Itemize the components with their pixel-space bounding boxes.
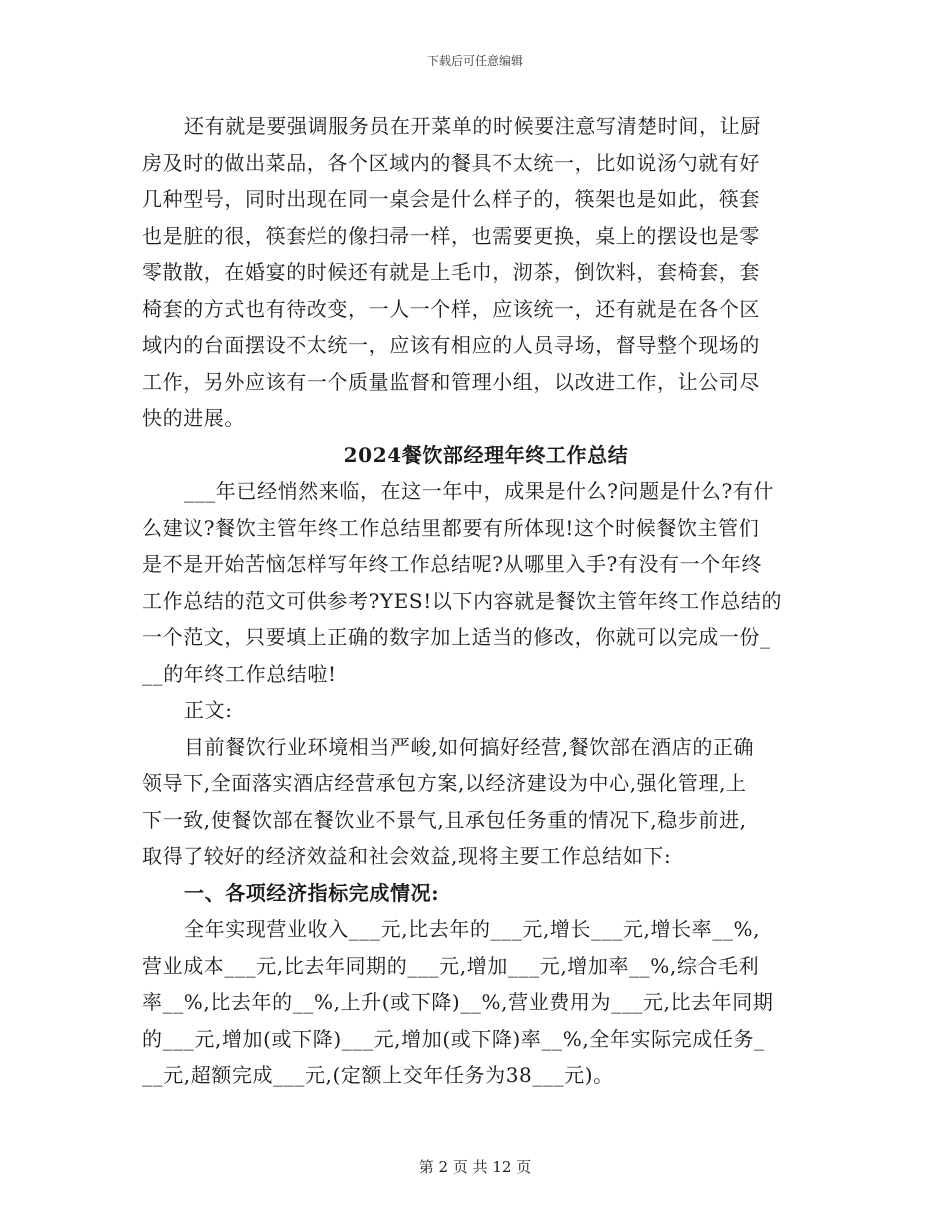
body-text-line: 工作总结的范文可供参考?YES!以下内容就是餐饮主管年终工作总结的 (142, 588, 783, 613)
body-text-line: 几种型号，同时出现在同一桌会是什么样子的，筷架也是如此，筷套 (142, 187, 760, 211)
body-text-line: 也是脏的很，筷套烂的像扫帚一样，也需要更换，桌上的摆设也是零 (142, 223, 760, 248)
body-text-line: 营业成本___元,比去年同期的___元,增加___元,增加率__%,综合毛利 (142, 953, 760, 978)
body-text-line: 下一致,使餐饮部在餐饮业不景气,且承包任务重的情况下,稳步前进, (142, 807, 747, 832)
body-text-line: __元,超额完成___元,(定额上交年任务为38___元)。 (142, 1063, 614, 1087)
body-text-line: 么建议?餐饮主管年终工作总结里都要有所体现!这个时候餐饮主管们 (142, 515, 760, 540)
body-text-line: 取得了较好的经济效益和社会效益,现将主要工作总结如下: (142, 844, 672, 868)
body-text-line: 一个范文，只要填上正确的数字加上适当的修改，你就可以完成一份_ (142, 625, 771, 649)
section-heading: 一、各项经济指标完成情况: (184, 880, 440, 905)
document-title: 2024餐饮部经理年终工作总结 (343, 442, 629, 467)
body-text-line: 全年实现营业收入___元,比去年的___元,增长___元,增长率__%, (184, 917, 761, 941)
body-text-line: 快的进展。 (142, 406, 245, 430)
body-text-line: 领导下,全面落实酒店经营承包方案,以经济建设为中心,强化管理,上 (142, 771, 747, 795)
body-text-line: __的年终工作总结啦! (142, 661, 337, 686)
page-footer: 第 2 页 共 12 页 (418, 1158, 532, 1176)
body-text-line: ___年已经悄然来临，在这一年中，成果是什么?问题是什么?有什 (184, 479, 775, 503)
body-text-line: 零散散，在婚宴的时候还有就是上毛巾，沏茶，倒饮料，套椅套，套 (142, 260, 760, 284)
body-text-line: 房及时的做出菜品，各个区域内的餐具不太统一，比如说汤勺就有好 (142, 150, 760, 175)
body-text-line: 的___元,增加(或下降)___元,增加(或下降)率__%,全年实际完成任务_ (142, 1026, 765, 1051)
body-text-line: 目前餐饮行业环境相当严峻,如何搞好经营,餐饮部在酒店的正确 (184, 734, 755, 759)
body-text-line: 正文: (184, 698, 233, 722)
body-text-line: 率__%,比去年的__%,上升(或下降)__%,营业费用为___元,比去年同期 (142, 990, 774, 1014)
body-text-line: 还有就是要强调服务员在开菜单的时候要注意写清楚时间，让厨 (184, 114, 761, 138)
document-body (142, 108, 810, 1094)
body-text-line: 工作，另外应该有一个质量监督和管理小组，以改进工作，让公司尽 (142, 369, 760, 394)
body-text-line: 域内的台面摆设不太统一，应该有相应的人员寻场，督导整个现场的 (142, 333, 760, 357)
body-text-line: 是不是开始苦恼怎样写年终工作总结呢?从哪里入手?有没有一个年终 (142, 552, 763, 576)
page-header: 下载后可任意编辑 (426, 54, 523, 68)
body-text-line: 椅套的方式也有待改变，一人一个样，应该统一，还有就是在各个区 (142, 296, 760, 321)
